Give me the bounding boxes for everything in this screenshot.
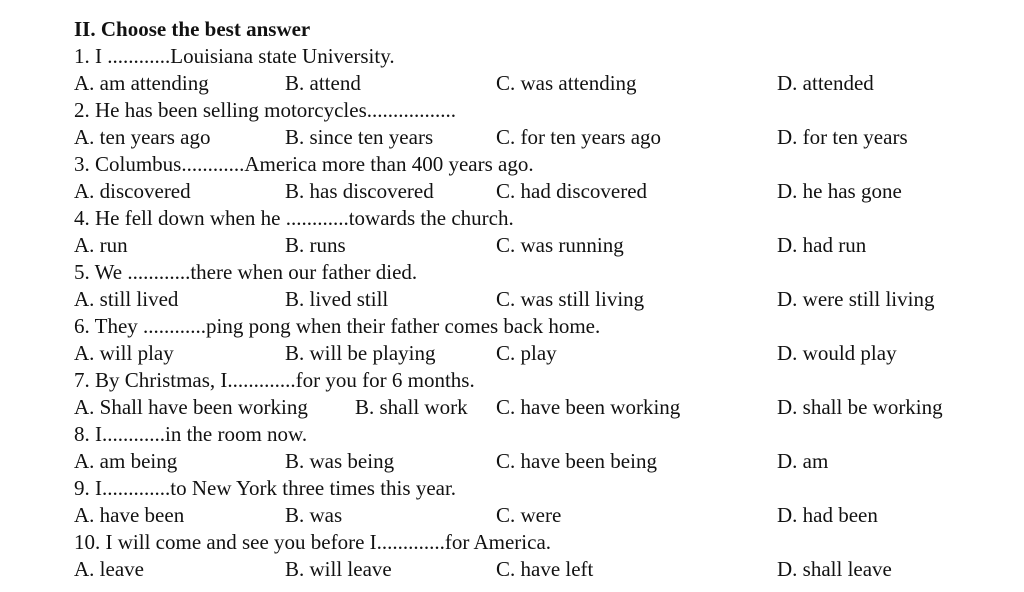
answer-options xyxy=(74,448,1014,475)
answer-options xyxy=(74,286,1014,313)
answer-options xyxy=(74,178,1014,205)
option-c: C. for ten years ago xyxy=(496,125,662,149)
option-b: B. attend xyxy=(285,71,361,95)
question-stem: 2. He has been selling motorcycles................. xyxy=(74,98,456,122)
answer-options xyxy=(74,70,1014,97)
option-a: A. am attending xyxy=(74,71,209,95)
question-stem: 10. I will come and see you before I.............for America. xyxy=(74,530,552,554)
option-a: A. leave xyxy=(74,557,144,581)
option-d: D. shall be working xyxy=(777,395,943,419)
option-b: B. was xyxy=(285,503,343,527)
option-b: B. shall work xyxy=(355,395,468,419)
option-b: B. has discovered xyxy=(285,179,434,203)
option-a: A. have been xyxy=(74,503,185,527)
question-stem: 6. They ............ping pong when their father comes back home. xyxy=(74,314,601,338)
option-a: A. still lived xyxy=(74,287,179,311)
option-c: C. have been working xyxy=(496,395,681,419)
answer-options xyxy=(74,340,1014,367)
answer-options xyxy=(74,124,1014,151)
option-d: D. for ten years xyxy=(777,125,908,149)
option-d: D. were still living xyxy=(777,287,935,311)
option-d: D. he has gone xyxy=(777,179,902,203)
option-a: A. discovered xyxy=(74,179,191,203)
option-a: A. will play xyxy=(74,341,174,365)
option-d: D. am xyxy=(777,449,829,473)
question-stem: 3. Columbus............America more than 400 years ago. xyxy=(74,152,534,176)
option-d: D. would play xyxy=(777,341,897,365)
question-stem: 8. I............in the room now. xyxy=(74,422,308,446)
option-c: C. were xyxy=(496,503,562,527)
option-b: B. since ten years xyxy=(285,125,434,149)
option-c: C. have been being xyxy=(496,449,657,473)
option-b: B. will leave xyxy=(285,557,392,581)
option-d: D. attended xyxy=(777,71,874,95)
option-a: A. am being xyxy=(74,449,178,473)
option-d: D. had been xyxy=(777,503,878,527)
option-c: C. was attending xyxy=(496,71,637,95)
option-d: D. had run xyxy=(777,233,867,257)
option-d: D. shall leave xyxy=(777,557,892,581)
answer-options xyxy=(74,232,1014,259)
answer-options xyxy=(74,394,1014,421)
option-c: C. have left xyxy=(496,557,594,581)
question-stem: 4. He fell down when he ............towards the church. xyxy=(74,206,514,230)
option-a: A. Shall have been working xyxy=(74,395,308,419)
answer-options xyxy=(74,556,1014,583)
option-c: C. was still living xyxy=(496,287,645,311)
question-stem: 7. By Christmas, I.............for you for 6 months. xyxy=(74,368,475,392)
question-stem: 1. I ............Louisiana state University. xyxy=(74,44,395,68)
option-a: A. run xyxy=(74,233,128,257)
option-a: A. ten years ago xyxy=(74,125,211,149)
answer-options xyxy=(74,502,1014,529)
option-b: B. runs xyxy=(285,233,346,257)
exercise-sheet xyxy=(74,16,1014,583)
question-stem: 9. I.............to New York three times this year. xyxy=(74,476,457,500)
option-c: C. had discovered xyxy=(496,179,648,203)
option-b: B. will be playing xyxy=(285,341,436,365)
option-c: C. play xyxy=(496,341,557,365)
question-stem: 5. We ............there when our father died. xyxy=(74,260,418,284)
option-b: B. was being xyxy=(285,449,395,473)
section-title: II. Choose the best answer xyxy=(74,17,311,41)
option-b: B. lived still xyxy=(285,287,389,311)
option-c: C. was running xyxy=(496,233,624,257)
